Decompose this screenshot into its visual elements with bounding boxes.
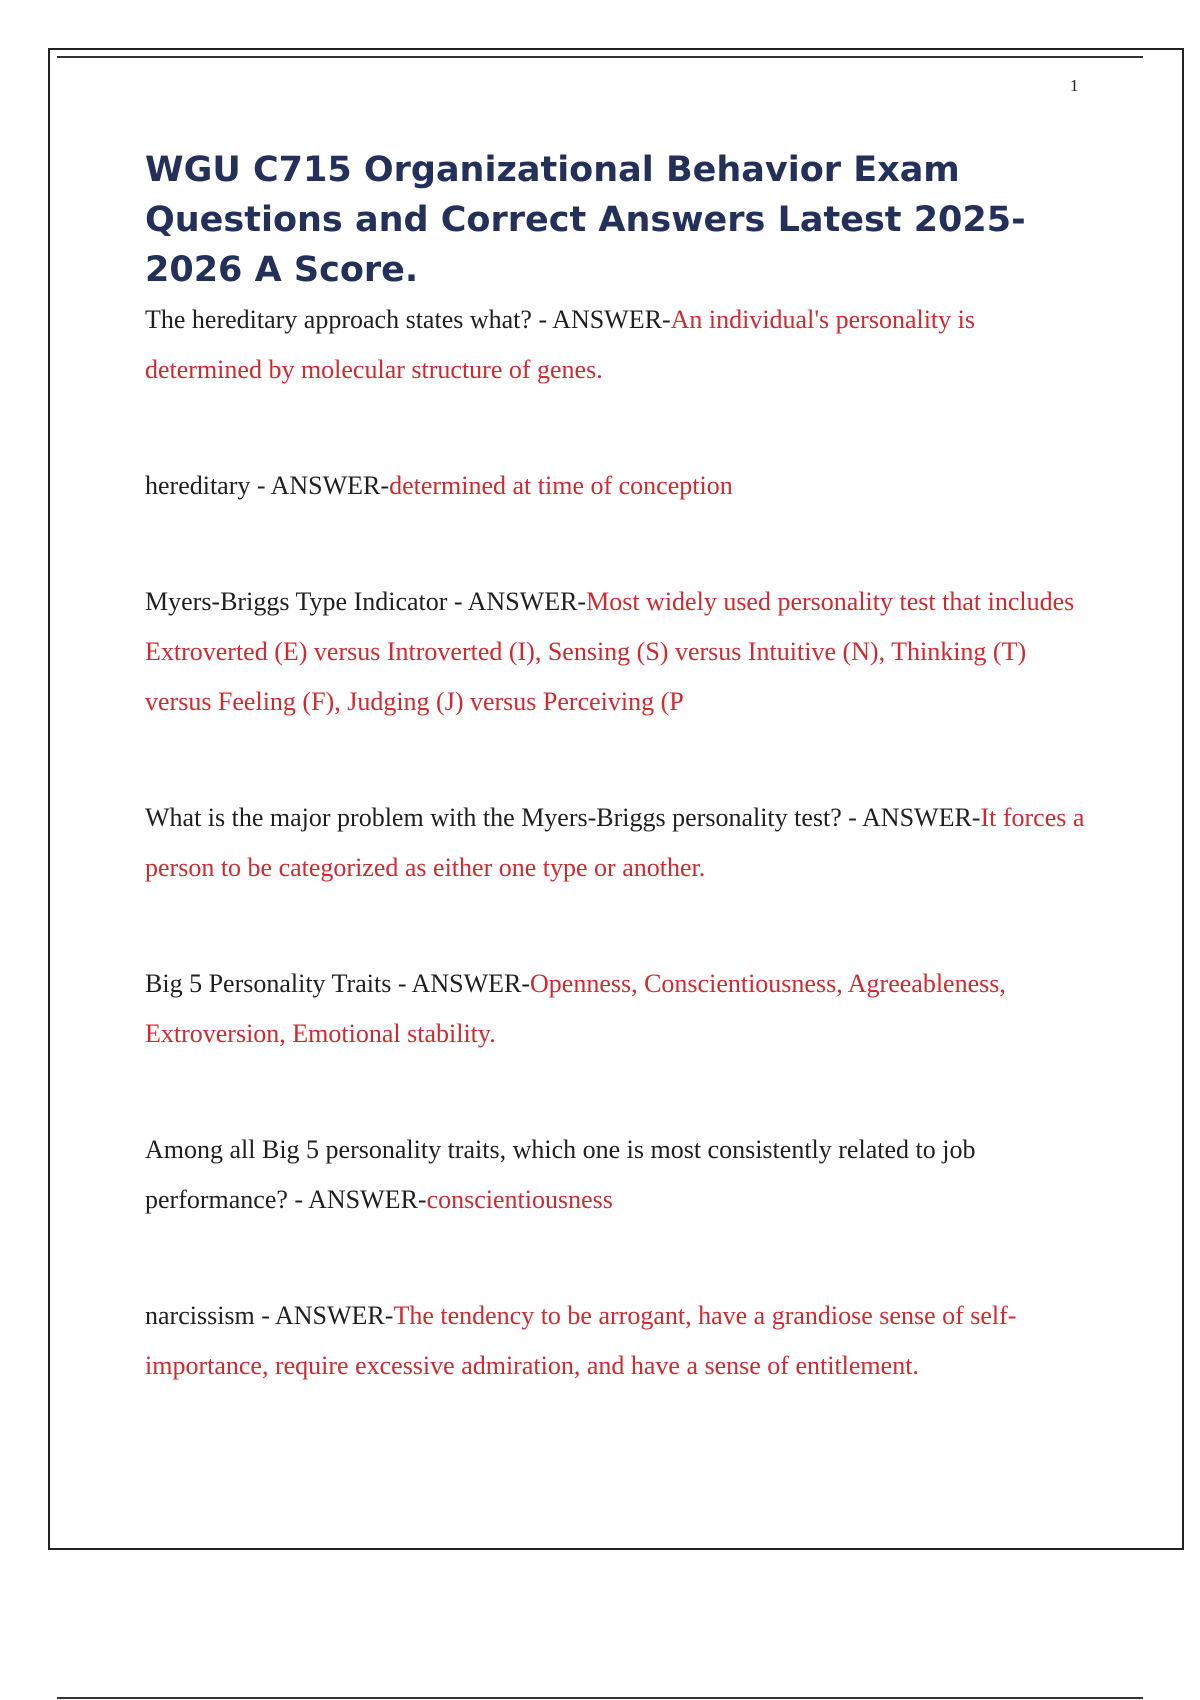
answer-separator: - ANSWER- <box>447 587 587 616</box>
answer-text: An individual's personality is determined by molecular structure of genes. <box>145 305 975 384</box>
answer-text: Openness, Conscientiousness, Agreeableness, Extroversion, Emotional stability. <box>145 969 1006 1048</box>
question-text: Big 5 Personality Traits <box>145 969 392 998</box>
document-title: WGU C715 Organizational Behavior Exam Questions and Correct Answers Latest 2025-2026 A Score. <box>145 150 1026 290</box>
answer-text: determined at time of conception <box>389 471 733 500</box>
answer-separator: - ANSWER- <box>287 1185 427 1214</box>
question-text: hereditary <box>145 471 251 500</box>
qa-item <box>145 461 1095 511</box>
qa-item <box>145 577 1095 727</box>
answer-text: Most widely used personality test that includes Extroverted (E) versus Introverted (I), Sensing (S) versus Intuitive (N), Thinking (T) versus Feeling (F), Judging (J) versus Perceiving (P <box>145 587 1075 716</box>
question-text: narcissism <box>145 1301 255 1330</box>
bottom-rule <box>57 1697 1143 1699</box>
top-rule <box>57 56 1143 58</box>
qa-item <box>145 1291 1095 1391</box>
qa-item <box>145 959 1095 1059</box>
answer-text: conscientiousness <box>426 1185 613 1214</box>
question-text: Myers-Briggs Type Indicator <box>145 587 448 616</box>
answer-separator: - ANSWER- <box>531 305 671 334</box>
question-text: Among all Big 5 personality traits, which one is most consistently related to job performance? <box>145 1135 976 1214</box>
answer-separator: - ANSWER- <box>391 969 530 998</box>
question-text: What is the major problem with the Myers-Briggs personality test? <box>145 803 842 832</box>
qa-item <box>145 295 1095 395</box>
answer-separator: - ANSWER- <box>250 471 390 500</box>
qa-list <box>145 295 1095 1457</box>
question-text: The hereditary approach states what? <box>145 305 532 334</box>
page-number: 1 <box>1070 76 1079 95</box>
answer-separator: - ANSWER- <box>841 803 981 832</box>
answer-text: It forces a person to be categorized as either one type or another. <box>145 803 1085 882</box>
answer-separator: - ANSWER- <box>254 1301 394 1330</box>
qa-item <box>145 793 1095 893</box>
answer-text: The tendency to be arrogant, have a grandiose sense of self-importance, require excessive admiration, and have a sense of entitlement. <box>145 1301 1017 1380</box>
qa-item <box>145 1125 1095 1225</box>
